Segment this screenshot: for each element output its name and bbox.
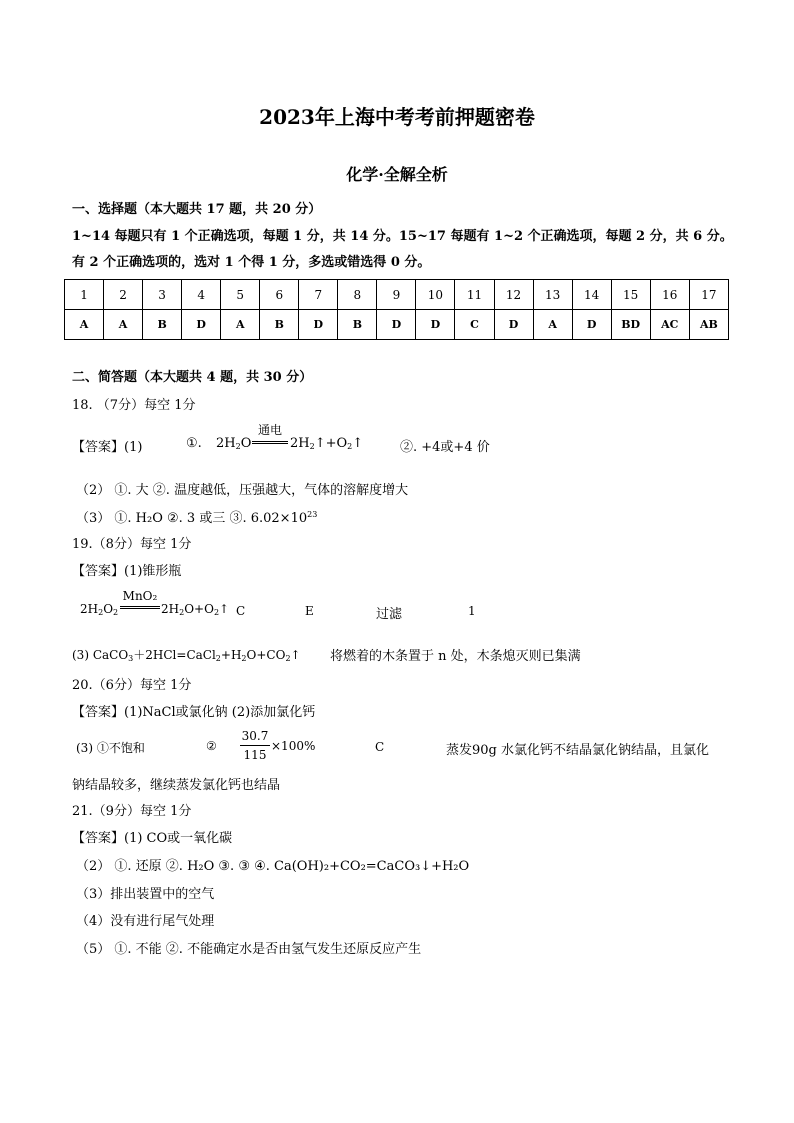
q19-equation: $2H_2O_2$ — [80, 602, 119, 617]
q21-answer-1: 【答案】(1) CO或一氧化碳 — [72, 831, 233, 846]
section1-heading: 一、选择题（本大题共 17 题，共 20 分） — [72, 202, 322, 217]
q19-answer-e: E — [305, 604, 314, 618]
q19-part-3-text: 将燃着的木条置于 n 处，木条熄灭则已集满 — [330, 649, 581, 664]
q19-catalyst: MnO₂ — [122, 589, 158, 603]
answer-cell: B — [260, 310, 299, 340]
answer-cell: A — [104, 310, 143, 340]
q20-answer-1: 【答案】(1)NaCl或氯化钠 (2)添加氯化钙 — [72, 705, 316, 720]
answer-cell: B — [338, 310, 377, 340]
question-number-cell: 9 — [377, 280, 416, 310]
answer-cell: D — [572, 310, 611, 340]
answer-cell: A — [65, 310, 104, 340]
question-number-cell: 16 — [650, 280, 689, 310]
q19-answer-c: C — [236, 604, 246, 618]
answer-cell: D — [377, 310, 416, 340]
page-title: 2023年上海中考考前押题密卷 — [259, 105, 535, 129]
q18-equation: $2H_2O$ — [216, 436, 252, 451]
question-number-cell: 7 — [299, 280, 338, 310]
q20-heading: 20.（6分）每空 1分 — [72, 678, 192, 693]
answer-cell: AC — [650, 310, 689, 340]
answer-cell: D — [299, 310, 338, 340]
question-number-cell: 17 — [689, 280, 728, 310]
answer-table — [64, 279, 729, 340]
answer-cell: D — [494, 310, 533, 340]
q19-part-3-label: (3) — [72, 648, 89, 662]
q20-part-3-text: 蒸发90g 水氯化钙不结晶氯化钠结晶，且氯化 — [446, 743, 709, 758]
q20-answer-c: C — [375, 740, 385, 754]
answer-cell: B — [143, 310, 182, 340]
q19-answer-one: 1 — [468, 604, 476, 618]
q19-answer-filter: 过滤 — [376, 607, 403, 622]
answer-table-answer-row — [65, 310, 729, 340]
q21-part-4: （4）没有进行尾气处理 — [76, 914, 215, 929]
question-number-cell: 8 — [338, 280, 377, 310]
question-number-cell: 1 — [65, 280, 104, 310]
answer-cell: C — [455, 310, 494, 340]
question-number-cell: 11 — [455, 280, 494, 310]
answer-table-number-row — [65, 280, 729, 310]
question-number-cell: 10 — [416, 280, 455, 310]
section2-heading: 二、简答题（本大题共 4 题，共 30 分） — [72, 370, 313, 385]
q19-answer-1: 【答案】(1)锥形瓶 — [72, 564, 182, 579]
answer-cell: A — [533, 310, 572, 340]
question-number-cell: 14 — [572, 280, 611, 310]
question-number-cell: 12 — [494, 280, 533, 310]
q18-part-2: （2） ①. 大 ②. 温度越低，压强越大，气体的溶解度增大 — [76, 483, 409, 498]
q18-item-1: ①. — [186, 436, 202, 451]
q20-item-2: ② — [206, 739, 217, 753]
answer-cell: A — [221, 310, 260, 340]
q18-answer-label: 【答案】(1) — [72, 440, 143, 455]
q20-fraction-numerator: 30.7 — [241, 729, 269, 743]
q19-part-3: (3) $CaCO_3+2HCl=CaCl_2+H_2O+CO_2↑$ — [72, 648, 301, 663]
answer-cell: AB — [689, 310, 728, 340]
q18-part-3-text: （3） ①. H₂O ②. 3 或三 ③. 6.02×10 — [76, 511, 308, 526]
q20-part-3-label: (3) ①不饱和 — [76, 741, 145, 755]
q21-part-5: （5） ①. 不能 ②. 不能确定水是否由氢气发生还原反应产生 — [76, 942, 422, 957]
q18-equation-products: $2H_2↑+O_2↑$ — [290, 436, 364, 451]
q20-part-3-line-2: 钠结晶较多，继续蒸发氯化钙也结晶 — [72, 778, 281, 793]
section1-rule-1: 1~14 每题只有 1 个正确选项，每题 1 分，共 14 分。15~17 每题有 1~2 个正确选项，每题 2 分，共 6 分。 — [72, 229, 733, 244]
q21-part-3: （3）排出装置中的空气 — [76, 887, 215, 902]
q20-fraction-percent: ×100% — [271, 739, 316, 753]
q18-part-3-exponent: 23 — [307, 510, 318, 519]
q20-fraction-bar — [240, 745, 270, 746]
q20-fraction-denominator: 115 — [243, 748, 267, 762]
section1-rule-2: 有 2 个正确选项的，选对 1 个得 1 分，多选或错选得 0 分。 — [72, 255, 431, 270]
question-number-cell: 3 — [143, 280, 182, 310]
answer-cell: D — [182, 310, 221, 340]
answer-cell: D — [416, 310, 455, 340]
q21-heading: 21.（9分）每空 1分 — [72, 804, 192, 819]
q19-equation-bar — [120, 606, 160, 609]
q18-part-3 — [76, 507, 317, 526]
q18-item-2: ②. +4或+4 价 — [400, 440, 490, 455]
q19-heading: 19.（8分）每空 1分 — [72, 537, 192, 552]
question-number-cell: 15 — [611, 280, 650, 310]
q18-condition: 通电 — [257, 423, 282, 437]
question-number-cell: 4 — [182, 280, 221, 310]
question-number-cell: 5 — [221, 280, 260, 310]
page-subtitle: 化学·全解全析 — [346, 165, 448, 184]
question-number-cell: 13 — [533, 280, 572, 310]
q18-heading: 18. （7分）每空 1分 — [72, 398, 196, 413]
q19-equation-products: $2H_2O+O_2↑$ — [161, 602, 230, 617]
q18-equation-bar — [252, 441, 288, 444]
question-number-cell: 6 — [260, 280, 299, 310]
q21-part-2: （2） ①. 还原 ②. H₂O ③. ③ ④. Ca(OH)₂+CO₂=CaCO₃↓+H₂O — [76, 859, 470, 874]
answer-cell: BD — [611, 310, 650, 340]
question-number-cell: 2 — [104, 280, 143, 310]
